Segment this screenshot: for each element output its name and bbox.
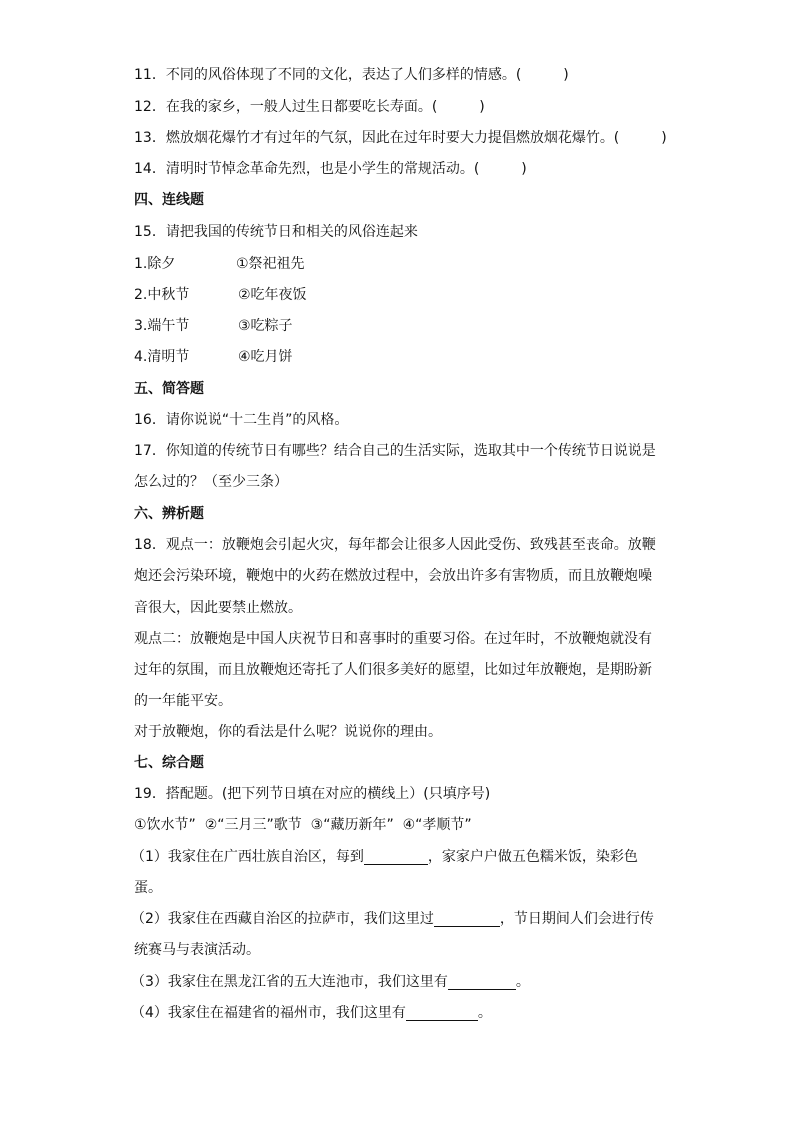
match-festival: 3.端午节 — [134, 318, 190, 334]
sub-question-2-line-2: 统赛马与表演活动。 — [134, 942, 260, 958]
section-6-heading: 六、辨析题 — [134, 506, 204, 522]
answer-blank[interactable] — [448, 975, 516, 990]
answer-blank[interactable] — [406, 1006, 478, 1021]
question-19: 19．搭配题。(把下列节日填在对应的横线上）(只填序号) — [134, 786, 491, 802]
sub-question-4: （4）我家住在福建省的福州市，我们这里有 。 — [131, 1005, 492, 1021]
sub-question-1-line-2: 蛋。 — [134, 880, 162, 896]
match-row-2 — [134, 287, 664, 303]
question-19-options: ①饮水节” ②“三月三”歌节 ③“藏历新年” ④“孝顺节” — [134, 817, 472, 833]
match-festival: 4.清明节 — [134, 349, 190, 365]
section-4-heading: 四、连线题 — [134, 192, 204, 208]
question-11: 11．不同的风俗体现了不同的文化，表达了人们多样的情感。( ) — [134, 67, 569, 83]
section-5-heading: 五、简答题 — [134, 381, 204, 397]
answer-blank[interactable] — [434, 912, 500, 927]
match-row-4 — [134, 349, 664, 365]
match-custom: ④吃月饼 — [238, 349, 293, 365]
question-13: 13．燃放烟花爆竹才有过年的气氛，因此在过年时要大力提倡燃放烟花爆竹。( ) — [134, 130, 667, 146]
viewpoint-2-line-1: 观点二：放鞭炮是中国人庆祝节日和喜事时的重要习俗。在过年时，不放鞭炮就没有 — [134, 631, 652, 647]
viewpoint-2-line-2: 过年的氛围，而且放鞭炮还寄托了人们很多美好的愿望，比如过年放鞭炮，是期盼新 — [134, 662, 652, 678]
match-festival: 1.除夕 — [134, 256, 176, 272]
viewpoint-2-line-3: 的一年能平安。 — [134, 693, 232, 709]
match-row-3 — [134, 318, 664, 334]
question-18-line-3: 音很大，因此要禁止燃放。 — [134, 600, 302, 616]
match-custom: ②吃年夜饭 — [238, 287, 307, 303]
sub-question-1-line-1: （1）我家住在广西壮族自治区，每到 ，家家户户做五色糯米饭，染彩色 — [131, 849, 638, 865]
sub-question-3: （3）我家住在黑龙江省的五大连池市，我们这里有 。 — [131, 974, 530, 990]
match-festival: 2.中秋节 — [134, 287, 190, 303]
question-15: 15．请把我国的传统节日和相关的风俗连起来 — [134, 224, 418, 240]
question-18-ask: 对于放鞭炮，你的看法是什么呢？说说你的理由。 — [134, 724, 442, 740]
match-custom: ①祭祀祖先 — [236, 256, 305, 272]
answer-blank[interactable] — [364, 850, 428, 865]
question-18-line-2: 炮还会污染环境，鞭炮中的火药在燃放过程中，会放出许多有害物质，而且放鞭炮噪 — [134, 568, 652, 584]
match-custom: ③吃粽子 — [238, 318, 293, 334]
question-14: 14．清明时节悼念革命先烈，也是小学生的常规活动。( ) — [134, 161, 527, 177]
question-12: 12．在我的家乡，一般人过生日都要吃长寿面。( ) — [134, 99, 485, 115]
match-row-1 — [134, 256, 664, 272]
question-17-line-2: 怎么过的？（至少三条） — [134, 474, 288, 490]
question-18-line-1: 18．观点一：放鞭炮会引起火灾，每年都会让很多人因此受伤、致残甚至丧命。放鞭 — [134, 537, 656, 553]
question-17-line-1: 17．你知道的传统节日有哪些？结合自己的生活实际，选取其中一个传统节日说说是 — [134, 443, 656, 459]
question-16: 16．请你说说“十二生肖”的风格。 — [134, 412, 349, 428]
section-7-heading: 七、综合题 — [134, 755, 204, 771]
sub-question-2-line-1: （2）我家住在西藏自治区的拉萨市，我们这里过 ，节日期间人们会进行传 — [131, 911, 654, 927]
